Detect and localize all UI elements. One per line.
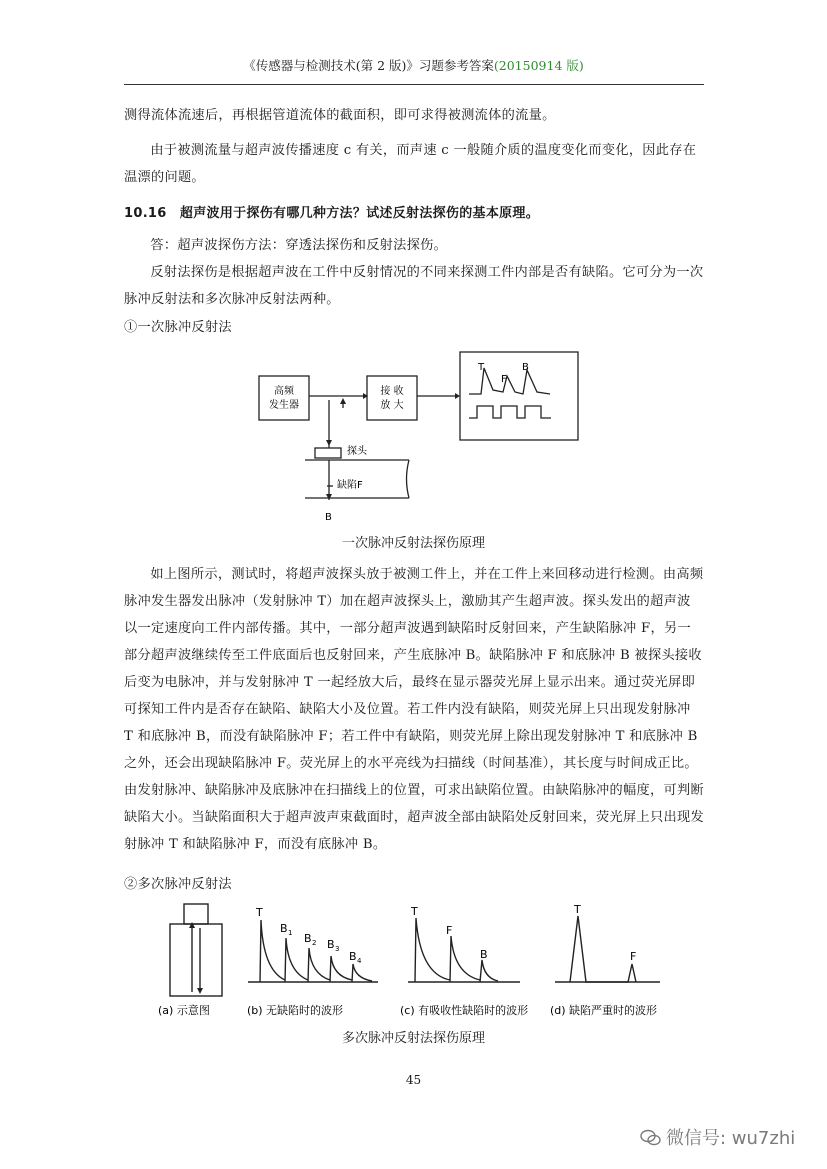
- header-title: 《传感器与检测技术(第 2 版)》习题参考答案: [243, 58, 494, 73]
- fig-c-label-f: F: [446, 924, 453, 937]
- page-header: [0, 56, 827, 74]
- fig-d-label-t: T: [574, 903, 581, 916]
- generator-label-2: 发生器: [269, 400, 299, 411]
- fig-b-sub-4: 4: [357, 957, 362, 965]
- probe-label: 探头: [347, 446, 367, 457]
- question-title: 10.16 超声波用于探伤有哪几种方法？试述反射法探伤的基本原理。: [124, 206, 540, 221]
- wechat-watermark: [640, 1124, 795, 1150]
- paragraph-1: 测得流体流速后，再根据管道流体的截面积，即可求得被测流体的流量。: [124, 108, 556, 123]
- figure1-caption: 一次脉冲反射法探伤原理: [341, 536, 485, 551]
- fig-b-label-b2: B: [304, 932, 312, 945]
- amplifier-label-2: 放 大: [380, 400, 404, 411]
- fig-b-label-t: T: [256, 906, 263, 919]
- screen-label-t: T: [478, 362, 485, 373]
- paragraph-3: 反射法探伤是根据超声波在工件中反射情况的不同来探测工件内部是否有缺陷。它可分为一次脉冲反射法和多次脉冲反射法两种。: [124, 265, 704, 307]
- defect-label: 缺陷F: [337, 480, 363, 491]
- fig-b-label-b4: B: [349, 950, 357, 963]
- schematic-workpiece: [170, 924, 222, 996]
- header-edition: (20150914 版): [493, 58, 584, 73]
- fig-c-label-b: B: [480, 948, 488, 961]
- paragraph-2: 由于被测流量与超声波传播速度 c 有关，而声速 c 一般随介质的温度变化而变化，因此存在温漂的问题。: [124, 143, 697, 185]
- schematic-probe: [184, 904, 208, 924]
- figure-single-pulse: [255, 348, 585, 528]
- fig-b-sub-2: 2: [312, 939, 317, 947]
- figure-multi-pulse: [150, 898, 710, 1023]
- fig-d-label-f: F: [630, 950, 637, 963]
- fig-caption-a: (a) 示意图: [158, 1004, 210, 1017]
- probe-block: [315, 448, 341, 458]
- fig-caption-d: (d) 缺陷严重时的波形: [550, 1004, 658, 1017]
- amplifier-box: [367, 376, 417, 420]
- bottom-label: B: [325, 512, 332, 523]
- fig-b-sub-3: 3: [335, 945, 340, 953]
- generator-label-1: 高频: [274, 386, 294, 397]
- fig-b-sub-1: 1: [288, 929, 293, 937]
- subheading-2: ②多次脉冲反射法: [124, 877, 232, 892]
- wechat-icon: [640, 1129, 662, 1147]
- screen-label-f: F: [501, 374, 507, 385]
- header-rule: [124, 84, 704, 85]
- page-number: 45: [405, 1073, 422, 1087]
- watermark-text: 微信号: wu7zhi: [666, 1128, 796, 1149]
- fig-b-label-b3: B: [327, 938, 335, 951]
- screen-label-b: B: [522, 362, 529, 373]
- fig-b-label-b1: B: [280, 922, 288, 935]
- fig-c-label-t: T: [411, 905, 418, 918]
- body-paragraph: 如上图所示，测试时，将超声波探头放于被测工件上，并在工件上来回移动进行检测。由高频脉冲发生器发出脉冲（发射脉冲 T）加在超声波探头上，激励其产生超声波。探头发出的超声波以一定速度向工件内部传播。其中，一部分超声波遇到缺陷时反射回来，产生缺陷脉冲 F，另一部分超声波继续传至工件底面后也反射回来，产生底脉冲 B。缺陷脉冲 F 和底脉冲 B 被探头接收后变为电脉冲，并与发射脉冲 T 一起经放大后，最终在显示器荧光屏上显示出来。通过荧光屏即可探知工件内是否存在缺陷、缺陷大小及位置。若工件内没有缺陷，则荧光屏上只出现发射脉冲 T 和底脉冲 B，而没有缺陷脉冲 F；若工件中有缺陷，则荧光屏上除出现发射脉冲 T 和底脉冲 B 之外，还会出现缺陷脉冲 F。荧光屏上的水平亮线为扫描线（时间基准），其长度与时间成正比。由发射脉冲、缺陷脉冲及底脉冲在扫描线上的位置，可求出缺陷位置。由缺陷脉冲的幅度，可判断缺陷大小。当缺陷面积大于超声波声束截面时，超声波全部由缺陷处反射回来，荧光屏上只出现发射脉冲 T 和缺陷脉冲 F，而没有底脉冲 B。: [124, 567, 704, 852]
- fig-caption-c: (c) 有吸收性缺陷时的波形: [400, 1004, 529, 1017]
- answer-line: 答：超声波探伤方法：穿透法探伤和反射法探伤。: [150, 238, 448, 253]
- generator-box: [259, 376, 309, 420]
- figure2-caption: 多次脉冲反射法探伤原理: [341, 1031, 485, 1046]
- subheading-1: ①一次脉冲反射法: [124, 320, 232, 335]
- fig-caption-b: (b) 无缺陷时的波形: [247, 1004, 344, 1017]
- amplifier-label-1: 接 收: [380, 386, 404, 397]
